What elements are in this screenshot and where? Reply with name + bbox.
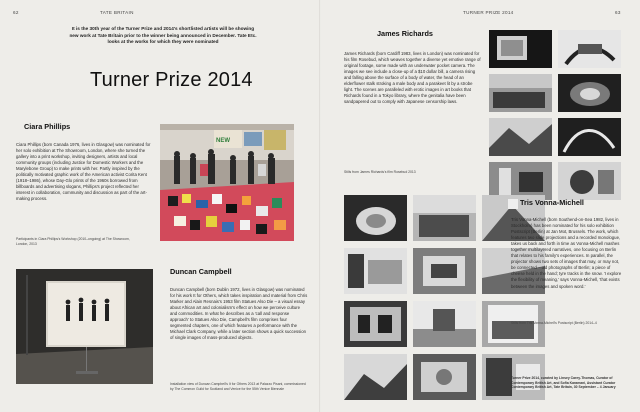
ciara-heading: Ciara Phillips xyxy=(24,122,71,131)
tris-still-10 xyxy=(344,354,407,400)
right-section-label: TURNER PRIZE 2014 xyxy=(463,10,514,15)
james-still-3 xyxy=(489,74,552,112)
tris-still-4 xyxy=(344,248,407,294)
tris-body: Tris Vonna-Michell (born Southend-on-Sea 1982, lives in Stockholm) has been nominated for his solo exhibition Postscript (Berlin) at Jan Mot, Brussels. The work, which features two slide projections and a recorded monologue, takes us back and forth in time as Vonna-Michell mashes together multilayered narratives, one focusing on Berlin that relates to his family's experiences. In parallel, the projector shows two sets of images that may, or may not, be connected – old photographs of Berlin; a piece of cheese held in the hand; tyre tracks in the snow. 'I explore the flexibility of meaning,' says Vonna-Michell, 'that exists between the images and spoken word.' xyxy=(511,217,622,289)
james-still-2 xyxy=(558,30,621,68)
duncan-installation-photo xyxy=(16,269,153,384)
james-still-1 xyxy=(489,30,552,68)
left-section-label: TATE BRITAIN xyxy=(100,10,134,15)
left-folio: 62 xyxy=(13,10,19,15)
svg-text:NEW: NEW xyxy=(216,138,230,144)
ciara-caption: Participants in Ciara Phillips's Workshop (2010–ongoing) at The Showroom, London, 2013 xyxy=(16,237,130,246)
tris-caption: Stills from Tris Vonna-Michell's Postscript (Berlin) 2014–4 xyxy=(511,321,597,325)
right-folio: 63 xyxy=(615,10,621,15)
tris-still-2 xyxy=(413,195,476,241)
tris-heading: Tris Vonna-Michell xyxy=(520,198,584,207)
tris-still-11 xyxy=(413,354,476,400)
tris-still-8 xyxy=(413,301,476,347)
duncan-heading: Duncan Campbell xyxy=(170,267,232,276)
tris-still-1 xyxy=(344,195,407,241)
page-title: Turner Prize 2014 xyxy=(90,69,253,91)
intro-text: It is the 30th year of the Turner Prize and 2014's shortlisted artists will be showing new work at Tate Britain prior to the winner being announced in December. Tate Etc. looks at the works for which they were nominated xyxy=(69,26,257,45)
ciara-body: Ciara Phillips (born Canada 1976, lives in Glasgow) was nominated for her solo exhibition at The Showroom, London, where she turned the gallery into a print workshop, inviting designers, artists and local community groups (including Justice for Domestic Workers and the Marylebone Group) to make prints with her. Partly inspired by the politically motivated graphic work of the American activist Corita Kent (1918–1986), whose Day-Glo prints of the 1960s borrowed from billboards and advertising slogans, Phillips's project reflected her interest in collaboration, community and discussion as part of the art-making process. xyxy=(16,142,151,202)
james-still-5 xyxy=(489,118,552,156)
james-caption: Stills from James Richards's film Rosebud 2013 xyxy=(344,170,416,174)
page-gutter xyxy=(319,0,321,412)
tris-still-5 xyxy=(413,248,476,294)
duncan-body: Duncan Campbell (born Dublin 1972, lives in Glasgow) was nominated for his work It for Others, which takes inspiration and material from Chris Marker and Alain Resnais's 1953 film Statues Also Die – a visual essay about African art and colonialism's effect on how we perceive culture and commodities. In what he describes as a 'call and response approach' to Statues Also Die, Campbell's film comprises four segmented chapters, one of which features a performance with the Michael Clark Company, while a later section shows a quick succession of single images of mass-produced objects. xyxy=(170,287,308,341)
james-body: James Richards (born Cardiff 1983, lives in London) was nominated for his film Rosebud, which weaves together a diverse yet emotive range of original footage, some made with an underwater pocket camera. The images we see include a close-up of a $10 dollar bill, a camera rising and falling above the surface of a body of water, the head of an elderflower stalk stroking a male body and a parakeet lit by a strobe light. The scenes are paralleled with erotic images in art books that Richards found in a Tokyo library, where the genitalia have been sandpapered out to comply with Japanese censorship laws. xyxy=(344,51,481,105)
james-heading: James Richards xyxy=(377,29,433,38)
james-still-4 xyxy=(558,74,621,112)
james-still-6 xyxy=(558,118,621,156)
james-still-8 xyxy=(558,162,621,200)
exhibition-credit: Turner Prize 2014, curated by Linsey Carey-Thomas, Curator of Contemporary British Art, and Sofia Karamani, Assistant Curator Contemporary British Art, Tate Britain, 30 September – 4 January xyxy=(511,376,616,390)
duncan-caption: Installation view of Duncan Campbell's It for Others 2013 at Palazzo Pisani, commissioned by The Common Guild for Scotland and Venice for the 55th Venice Biennale xyxy=(170,382,306,391)
ciara-workshop-photo xyxy=(160,124,294,241)
tris-still-7 xyxy=(344,301,407,347)
